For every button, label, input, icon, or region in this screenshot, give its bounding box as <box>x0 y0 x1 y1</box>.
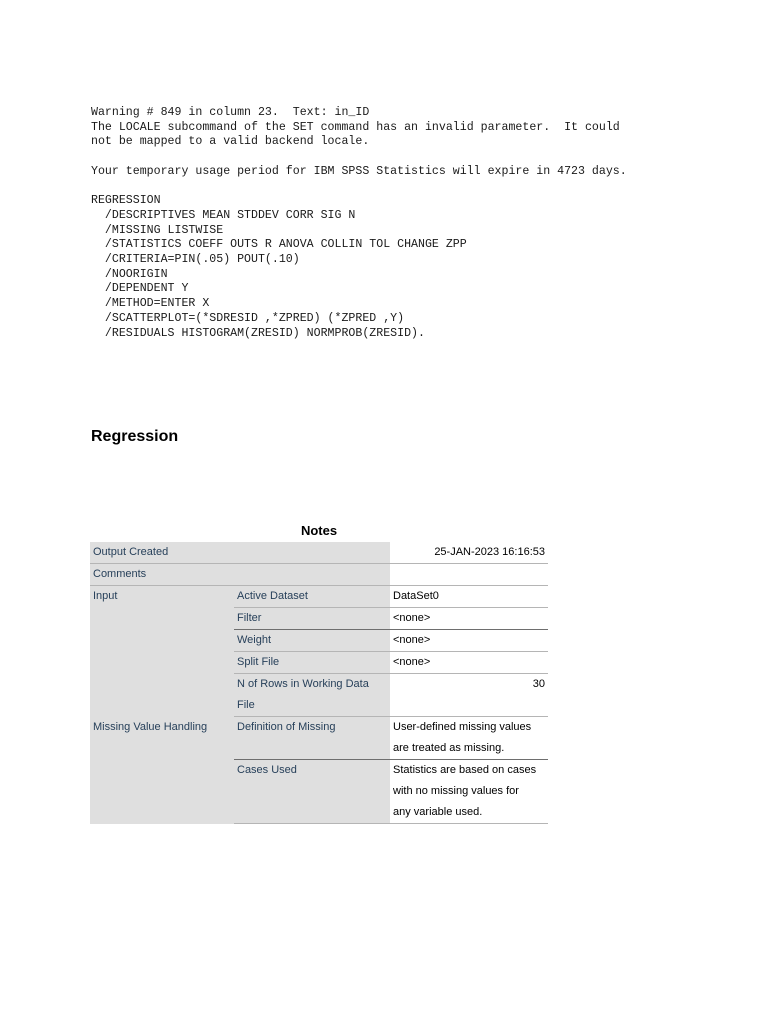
split-file-label: Split File <box>234 652 390 674</box>
n-rows-label: N of Rows in Working Data <box>234 674 390 696</box>
comments-value <box>390 564 548 586</box>
definition-of-missing-label: Definition of Missing <box>234 717 390 739</box>
log-line: /SCATTERPLOT=(*SDRESID ,*ZPRED) (*ZPRED ,Y) <box>91 311 405 325</box>
active-dataset-label: Active Dataset <box>234 586 390 608</box>
log-line: /DEPENDENT Y <box>91 282 189 296</box>
n-rows-label-cont: File <box>234 695 390 717</box>
n-rows-value: 30 <box>390 674 548 696</box>
output-created-label: Output Created <box>90 542 390 564</box>
notes-table-title: Notes <box>300 523 338 538</box>
log-line <box>91 180 627 195</box>
table-row <box>90 542 548 564</box>
comments-label: Comments <box>90 564 390 586</box>
definition-of-missing-label-cont <box>234 738 390 760</box>
input-label: Input <box>90 586 234 717</box>
output-created-value: 25-JAN-2023 16:16:53 <box>390 542 548 564</box>
syntax-log <box>91 106 627 341</box>
cases-used-value-cont2: any variable used. <box>390 802 548 824</box>
weight-value: <none> <box>390 630 548 652</box>
weight-label: Weight <box>234 630 390 652</box>
log-line: not be mapped to a valid backend locale. <box>91 135 370 149</box>
definition-of-missing-value-cont: are treated as missing. <box>390 738 548 760</box>
cases-used-label-cont2 <box>234 802 390 824</box>
table-row <box>90 564 548 586</box>
log-line: /STATISTICS COEFF OUTS R ANOVA COLLIN TOL CHANGE ZPP <box>91 238 467 252</box>
cases-used-label: Cases Used <box>234 760 390 782</box>
cases-used-label-cont <box>234 781 390 802</box>
cases-used-value-cont: with no missing values for <box>390 781 548 802</box>
log-line: Your temporary usage period for IBM SPSS Statistics will expire in 4723 days. <box>91 164 627 178</box>
definition-of-missing-value: User-defined missing values <box>390 717 548 739</box>
active-dataset-value: DataSet0 <box>390 586 548 608</box>
filter-value: <none> <box>390 608 548 630</box>
log-line: /NOORIGIN <box>91 267 168 281</box>
cases-used-value: Statistics are based on cases <box>390 760 548 782</box>
table-row <box>90 586 548 608</box>
log-line <box>91 150 627 165</box>
log-line: /METHOD=ENTER X <box>91 297 210 311</box>
split-file-value: <none> <box>390 652 548 674</box>
log-line: /RESIDUALS HISTOGRAM(ZRESID) NORMPROB(ZRESID). <box>91 326 425 340</box>
log-line: /DESCRIPTIVES MEAN STDDEV CORR SIG N <box>91 208 356 222</box>
notes-table <box>90 542 548 824</box>
log-line: REGRESSION <box>91 194 161 208</box>
log-line: /MISSING LISTWISE <box>91 223 224 237</box>
log-line: Warning # 849 in column 23. Text: in_ID <box>91 106 370 119</box>
section-heading: Regression <box>91 428 179 445</box>
table-row <box>90 717 548 739</box>
log-line: /CRITERIA=PIN(.05) POUT(.10) <box>91 253 300 266</box>
missing-value-handling-label: Missing Value Handling <box>90 717 234 824</box>
n-rows-value-cont <box>390 695 548 717</box>
filter-label: Filter <box>234 608 390 630</box>
log-line: The LOCALE subcommand of the SET command has an invalid parameter. It could <box>91 120 620 134</box>
